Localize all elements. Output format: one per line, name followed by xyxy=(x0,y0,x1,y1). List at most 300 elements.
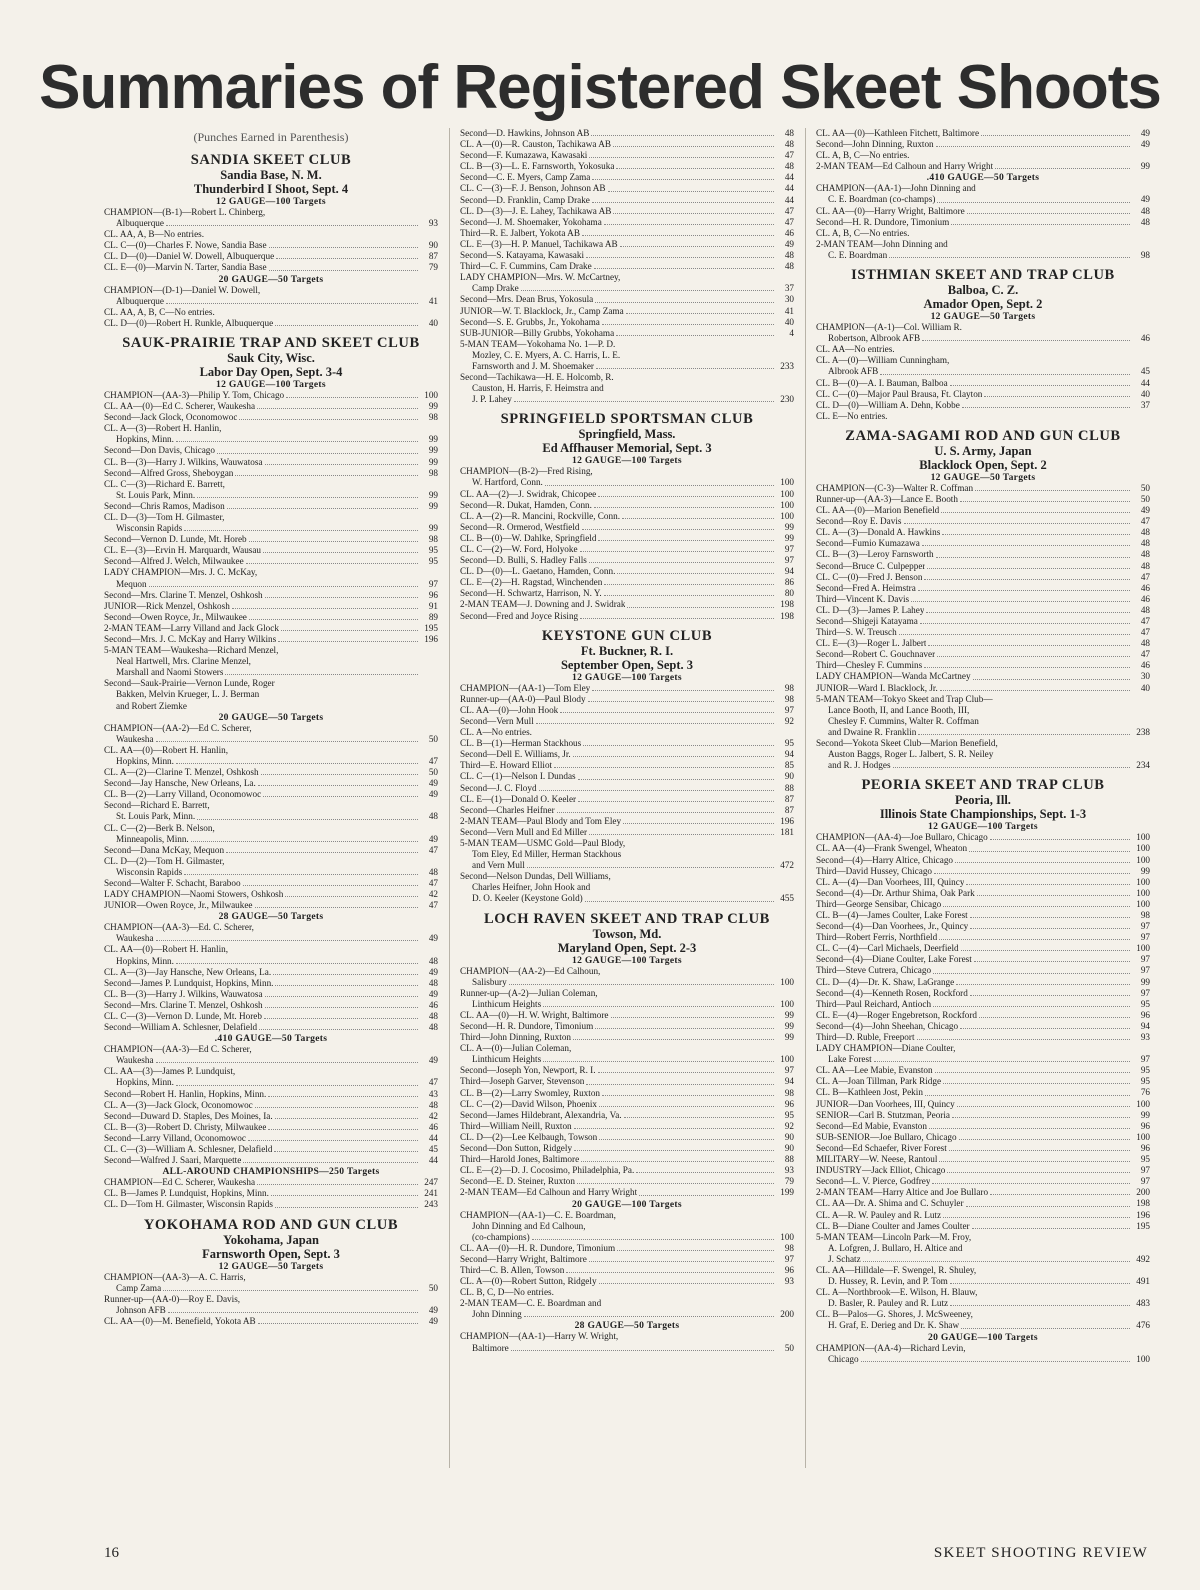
score: 49 xyxy=(428,933,438,944)
result-name: Second—Walfred J. Saari, Marquette xyxy=(104,1155,242,1166)
result-name: Hopkins, Minn. xyxy=(116,755,174,766)
score: 100 xyxy=(780,1231,794,1242)
result-row xyxy=(816,988,1150,999)
dot-leader xyxy=(591,135,774,136)
dot-leader xyxy=(286,397,418,398)
result-row xyxy=(816,400,1150,411)
result-name: Third—R. E. Jalbert, Yokota AB xyxy=(460,227,580,238)
event-name: Maryland Open, Sept. 2-3 xyxy=(557,940,697,955)
result-name: Waukesha xyxy=(116,933,154,944)
gauge-heading: 12 GAUGE—100 Targets xyxy=(572,671,682,683)
result-text: LADY CHAMPION—Mrs. W. McCartney, xyxy=(460,272,621,283)
result-row xyxy=(816,899,1150,910)
score: 100 xyxy=(780,510,794,521)
score: 99 xyxy=(1140,161,1150,172)
result-text: CHAMPION—(A-1)—Col. William R. xyxy=(816,322,962,333)
result-text: CL. A—No entries. xyxy=(460,727,532,738)
result-name: Second—Vern Mull and Ed Miller xyxy=(460,826,588,837)
dot-leader xyxy=(243,885,418,886)
score: 49 xyxy=(1140,128,1150,138)
result-name: Second—Don Sutton, Ridgely xyxy=(460,1143,573,1154)
result-text: CHAMPION—(AA-3)—A. C. Harris, xyxy=(104,1271,246,1282)
dot-leader xyxy=(176,1085,418,1086)
result-row xyxy=(104,967,438,978)
score: 97 xyxy=(1140,1176,1150,1187)
dot-leader xyxy=(933,1006,1130,1007)
result-name: Marshall and Naomi Stowers xyxy=(116,667,224,678)
score: 49 xyxy=(428,833,438,844)
score: 44 xyxy=(1140,377,1150,388)
result-row xyxy=(460,250,794,261)
dot-leader xyxy=(539,790,774,791)
result-row xyxy=(460,228,794,239)
result-row xyxy=(104,412,438,423)
score: 455 xyxy=(780,893,794,904)
result-row xyxy=(816,1221,1150,1232)
dot-leader xyxy=(269,270,418,271)
score: 49 xyxy=(428,778,438,789)
result-name: Second—Robert H. Hanlin, Hopkins, Minn. xyxy=(104,1088,267,1099)
result-row xyxy=(104,889,438,900)
score: 233 xyxy=(780,360,794,371)
score: 99 xyxy=(784,1032,794,1043)
result-row xyxy=(104,1022,438,1033)
dot-leader xyxy=(261,774,418,775)
dot-leader xyxy=(278,641,418,642)
score: 46 xyxy=(1140,593,1150,604)
result-name: CL. C—(3)—F. J. Benson, Johnson AB xyxy=(460,183,606,194)
dot-leader xyxy=(893,767,1130,768)
result-name: D. Hussey, R. Levin, and P. Tom xyxy=(828,1276,948,1287)
score: 91 xyxy=(428,600,438,611)
dot-leader xyxy=(970,995,1130,996)
result-row xyxy=(816,649,1150,660)
dot-leader xyxy=(604,224,774,225)
result-row xyxy=(816,977,1150,988)
score: 98 xyxy=(784,1242,794,1253)
result-text: CL. D—(3)—Tom H. Gilmaster, xyxy=(104,511,225,522)
result-name: CL. AA—(0)—H. R. Dundore, Timonium xyxy=(460,1242,616,1253)
score: 100 xyxy=(1136,843,1150,854)
dot-leader xyxy=(566,1272,774,1273)
result-text: CL. AA—(0)—Robert H. Hanlin, xyxy=(104,744,229,755)
result-text: CL. A, B, C—No entries. xyxy=(816,227,910,238)
result-row xyxy=(460,1054,794,1065)
result-name: CL. A—Joan Tillman, Park Ridge xyxy=(816,1076,942,1087)
score: 40 xyxy=(1140,388,1150,399)
result-row xyxy=(816,921,1150,932)
score: 48 xyxy=(1140,216,1150,227)
result-name: Third—George Sensibar, Chicago xyxy=(816,898,942,909)
result-name: CL. E—(3)—Roger L. Jalbert xyxy=(816,638,927,649)
score: 97 xyxy=(784,1065,794,1076)
dot-leader xyxy=(243,1162,418,1163)
result-name: Second—(4)—Harry Altice, Chicago xyxy=(816,854,954,865)
result-name: CL. C—(1)—Nelson I. Dundas xyxy=(460,771,576,782)
score: 90 xyxy=(784,1143,794,1154)
score: 95 xyxy=(1140,1076,1150,1087)
score: 472 xyxy=(780,860,794,871)
result-row xyxy=(104,556,438,567)
club-name: ISTHMIAN SKEET AND TRAP CLUB xyxy=(851,267,1115,284)
dot-leader xyxy=(943,1217,1130,1218)
dot-leader xyxy=(592,179,774,180)
score: 98 xyxy=(784,1087,794,1098)
result-name: CL. C—(3)—Vernon D. Lunde, Mt. Horeb xyxy=(104,1011,262,1021)
dot-leader xyxy=(990,839,1130,840)
dot-leader xyxy=(984,396,1130,397)
score: 40 xyxy=(784,316,794,327)
result-name: Second—Robert C. Gouchnaver xyxy=(816,649,936,660)
result-name: Wisconsin Rapids xyxy=(116,866,183,877)
result-name: Second—Roy E. Davis xyxy=(816,516,902,527)
dot-leader xyxy=(934,873,1130,874)
score: 48 xyxy=(1140,638,1150,649)
dot-leader xyxy=(594,507,774,508)
result-name: Hopkins, Minn. xyxy=(116,434,174,445)
score: 99 xyxy=(784,521,794,532)
result-name: Second—Ed Schaefer, River Forest xyxy=(816,1142,947,1153)
result-row xyxy=(816,505,1150,516)
result-name: and R. J. Hodges xyxy=(828,760,891,771)
result-name: Second—Vern Mull xyxy=(460,715,534,726)
result-name: Second—Mrs. Clarine T. Menzel, Oshkosh xyxy=(104,589,263,600)
result-text: CL. B—Palos—G. Shores, J. McSweeney, xyxy=(816,1309,973,1320)
dot-leader xyxy=(276,258,418,259)
result-name: Second—Larry Villand, Oconomowoc xyxy=(104,1132,246,1143)
column-1 xyxy=(104,128,438,1498)
score: 99 xyxy=(428,456,438,467)
column-rule xyxy=(449,128,450,1468)
dot-leader xyxy=(937,656,1130,657)
result-row xyxy=(104,1199,438,1210)
result-name: JUNIOR—Ward I. Blacklock, Jr. xyxy=(816,682,938,693)
score: 87 xyxy=(784,804,794,815)
dot-leader xyxy=(588,701,774,702)
result-name: Third—Vincent K. Davis xyxy=(816,593,910,604)
result-row xyxy=(816,1176,1150,1187)
result-name: SUB-JUNIOR—Billy Grubbs, Yokohama xyxy=(460,327,615,338)
dot-leader xyxy=(959,1139,1130,1140)
result-row xyxy=(816,1198,1150,1209)
gauge-heading: 20 GAUGE—100 Targets xyxy=(572,1198,682,1210)
column-2 xyxy=(460,128,794,1498)
result-row xyxy=(816,1032,1150,1043)
result-name: 2-MAN TEAM—Ed Calhoun and Harry Wright xyxy=(816,161,994,172)
score: 48 xyxy=(784,261,794,272)
score: 47 xyxy=(1140,649,1150,660)
dot-leader xyxy=(596,368,774,369)
gauge-heading: 20 GAUGE—100 Targets xyxy=(928,1331,1038,1343)
score: 48 xyxy=(1140,205,1150,216)
score: 98 xyxy=(1140,909,1150,920)
result-name: Second—Charles Heifner xyxy=(460,804,555,815)
dot-leader xyxy=(255,1107,418,1108)
score: 50 xyxy=(428,767,438,778)
result-name: D. Basler, R. Pauley and R. Lutz xyxy=(828,1298,949,1309)
score: 492 xyxy=(1136,1253,1150,1264)
result-row xyxy=(816,366,1150,377)
score: 98 xyxy=(784,693,794,704)
dot-leader xyxy=(967,213,1130,214)
dot-leader xyxy=(960,1028,1130,1029)
dot-leader xyxy=(275,1118,418,1119)
score: 196 xyxy=(780,815,794,826)
dot-leader xyxy=(524,1316,774,1317)
dot-leader xyxy=(617,573,774,574)
dot-leader xyxy=(950,385,1130,386)
result-row xyxy=(816,832,1150,843)
result-name: Second—Jack Glock, Oconomowoc xyxy=(104,412,238,423)
dot-leader xyxy=(527,867,774,868)
result-name: CL. E—(2)—H. Ragstad, Winchenden xyxy=(460,577,603,588)
dot-leader xyxy=(889,257,1130,258)
result-name: CL. AA—(0)—Ed C. Scherer, Waukesha xyxy=(104,401,256,412)
dot-leader xyxy=(599,1283,774,1284)
result-row xyxy=(816,866,1150,877)
result-name: W. Hartford, Conn. xyxy=(472,477,543,488)
dot-leader xyxy=(184,874,418,875)
column-rule xyxy=(805,128,806,1468)
result-name: H. Graf, E. Derieg and Dr. K. Shaw xyxy=(828,1320,960,1331)
dot-leader xyxy=(554,767,774,768)
result-row xyxy=(104,956,438,967)
score: 100 xyxy=(780,976,794,987)
result-row xyxy=(816,1354,1150,1365)
score: 48 xyxy=(428,1099,438,1110)
score: 88 xyxy=(784,1154,794,1165)
score: 47 xyxy=(428,844,438,855)
score: 94 xyxy=(1140,1020,1150,1031)
result-name: CL. B—(3)—Leroy Farnsworth xyxy=(816,549,934,560)
result-text: 5-MAN TEAM—USMC Gold—Paul Blody, xyxy=(460,837,626,848)
club-name: SPRINGFIELD SPORTSMAN CLUB xyxy=(500,411,754,428)
dot-leader xyxy=(595,1028,774,1029)
score: 96 xyxy=(1140,1142,1150,1153)
result-row xyxy=(104,989,438,1000)
result-row xyxy=(460,816,794,827)
score: 99 xyxy=(784,1021,794,1031)
score: 195 xyxy=(424,622,438,633)
result-row xyxy=(460,150,794,161)
score: 89 xyxy=(428,611,438,622)
result-row xyxy=(460,716,794,727)
result-row xyxy=(816,1187,1150,1198)
result-name: Chicago xyxy=(828,1353,859,1364)
dot-leader xyxy=(617,1250,774,1251)
score: 96 xyxy=(784,1264,794,1275)
dot-leader xyxy=(197,819,418,820)
score: 46 xyxy=(784,227,794,238)
score: 47 xyxy=(784,150,794,161)
result-name: CHAMPION—(C-3)—Walter R. Coffman xyxy=(816,482,974,493)
dot-leader xyxy=(639,1195,774,1196)
result-row xyxy=(460,1254,794,1265)
result-name: Third—David Hussey, Chicago xyxy=(816,865,933,876)
result-name: Second—(4)—Diane Coulter, Lake Forest xyxy=(816,954,972,965)
result-name: Second—D. Hawkins, Johnson AB xyxy=(460,128,590,138)
gauge-heading: 12 GAUGE—100 Targets xyxy=(216,196,326,207)
dot-leader xyxy=(592,690,774,691)
result-row xyxy=(460,139,794,150)
dot-leader xyxy=(265,464,418,465)
score: 97 xyxy=(1140,1165,1150,1176)
dot-leader xyxy=(947,1172,1130,1173)
dot-leader xyxy=(970,917,1130,918)
result-name: CL. C—(0)—Charles F. Nowe, Sandia Base xyxy=(104,240,267,251)
result-row xyxy=(460,172,794,183)
result-text: Tom Eley, Ed Miller, Herman Stackhous xyxy=(472,849,622,860)
result-name: Albuquerque xyxy=(116,218,164,229)
result-text: Runner-up—(AA-0)—Roy E. Davis, xyxy=(104,1293,241,1304)
score: 44 xyxy=(784,194,794,205)
result-text: CHAMPION—(D-1)—Daniel W. Dowell, xyxy=(104,284,261,295)
dot-leader xyxy=(274,1151,418,1152)
score: 97 xyxy=(1140,932,1150,943)
result-name: CL. AA—(2)—J. Swidrak, Chicopee xyxy=(460,488,597,499)
score: 93 xyxy=(784,1276,794,1287)
result-row xyxy=(816,561,1150,572)
result-text: Charles Heifner, John Hook and xyxy=(472,882,591,893)
result-row xyxy=(816,671,1150,682)
result-name: CL. B—(3)—Robert D. Christy, Milwaukee xyxy=(104,1121,267,1132)
result-row xyxy=(816,760,1150,771)
result-name: SUB-SENIOR—Joe Bullaro, Chicago xyxy=(816,1131,957,1142)
result-row xyxy=(816,333,1150,344)
result-name: CL. AA—(0)—Harry Wright, Baltimore xyxy=(816,205,965,216)
dot-leader xyxy=(598,496,774,497)
result-row xyxy=(816,217,1150,228)
result-text: CHAMPION—(AA-3)—Ed C. Scherer, xyxy=(104,1044,252,1055)
score: 99 xyxy=(428,434,438,445)
score: 47 xyxy=(428,900,438,911)
result-name: CL. A—(3)—Jay Hansche, New Orleans, La. xyxy=(104,966,272,977)
result-name: CL. C—(3)—William A. Schlesner, Delafield xyxy=(104,1144,273,1155)
result-name: Second—(4)—Kenneth Rosen, Rockford xyxy=(816,987,968,998)
result-row xyxy=(460,1132,794,1143)
result-name: Third—William Neill, Ruxton xyxy=(460,1120,572,1131)
result-name: Third—Paul Reichard, Antioch xyxy=(816,998,932,1009)
dot-leader xyxy=(977,895,1130,896)
result-name: CL. B—(1)—Herman Stackhous xyxy=(460,738,582,749)
gauge-heading: 20 GAUGE—50 Targets xyxy=(218,711,324,723)
result-text: 5-MAN TEAM—Yokohama No. 1—P. D. xyxy=(460,338,616,349)
result-name: CL. AA—(0)—John Hook xyxy=(460,704,559,715)
result-row xyxy=(460,239,794,250)
result-text: Neal Hartwell, Mrs. Clarine Menzel, xyxy=(116,656,251,667)
dot-leader xyxy=(598,1072,774,1073)
result-row xyxy=(104,251,438,262)
dot-leader xyxy=(594,268,774,269)
result-row xyxy=(104,900,438,911)
result-name: Second—(4)—Dr. Arthur Shima, Oak Park xyxy=(816,887,975,898)
result-name: CL. AA—(0)—M. Benefield, Yokota AB xyxy=(104,1315,256,1326)
dot-leader xyxy=(917,1039,1131,1040)
dot-leader xyxy=(580,551,774,552)
result-row xyxy=(460,1243,794,1254)
dot-leader xyxy=(532,1239,774,1240)
result-name: CL. A—(2)—R. Mancini, Rockville, Conn. xyxy=(460,510,621,521)
dot-leader xyxy=(275,1207,418,1208)
score: 50 xyxy=(1140,482,1150,493)
dot-leader xyxy=(197,497,418,498)
result-name: J. Schatz xyxy=(828,1253,861,1264)
score: 47 xyxy=(1140,616,1150,626)
result-row xyxy=(816,494,1150,505)
score: 97 xyxy=(784,544,794,554)
score: 49 xyxy=(428,988,438,999)
score: 42 xyxy=(428,889,438,900)
dot-leader xyxy=(937,202,1130,203)
result-row xyxy=(460,588,794,599)
dot-leader xyxy=(578,801,774,802)
result-row xyxy=(104,262,438,273)
result-name: Second—(4)—John Sheehan, Chicago xyxy=(816,1020,959,1031)
result-row xyxy=(104,623,438,634)
result-name: JUNIOR—Rick Menzel, Oshkosh xyxy=(104,600,230,611)
score: 99 xyxy=(784,532,794,543)
result-row xyxy=(104,468,438,479)
score: 96 xyxy=(1140,1009,1150,1020)
score: 97 xyxy=(1140,965,1150,976)
result-row xyxy=(460,1309,794,1320)
dot-leader xyxy=(911,601,1130,602)
dot-leader xyxy=(932,1183,1130,1184)
result-row xyxy=(816,683,1150,694)
score: 48 xyxy=(784,128,794,138)
dot-leader xyxy=(949,1150,1130,1151)
score: 49 xyxy=(428,1304,438,1315)
result-row xyxy=(816,1143,1150,1154)
dot-leader xyxy=(581,1161,774,1162)
score: 46 xyxy=(1140,660,1150,671)
gauge-heading: 12 GAUGE—100 Targets xyxy=(572,954,682,966)
result-name: Second—Don Davis, Chicago xyxy=(104,445,215,456)
result-name: CL. A—R. W. Pauley and R. Lutz xyxy=(816,1209,942,1220)
dot-leader xyxy=(592,202,774,203)
result-row xyxy=(816,1065,1150,1076)
dot-leader xyxy=(636,1172,774,1173)
result-text: CL. A—(0)—William Cunningham, xyxy=(816,355,950,366)
score: 99 xyxy=(784,1009,794,1020)
score: 98 xyxy=(428,534,438,545)
result-row xyxy=(460,1010,794,1021)
score: 48 xyxy=(428,866,438,877)
score: 99 xyxy=(1140,1109,1150,1120)
result-row xyxy=(104,434,438,445)
result-row xyxy=(460,1276,794,1287)
result-row xyxy=(816,1010,1150,1021)
dot-leader xyxy=(957,1106,1130,1107)
result-name: CL. D—(0)—L. Gaetano, Hamden, Conn. xyxy=(460,566,616,577)
result-row xyxy=(816,627,1150,638)
dot-leader xyxy=(924,667,1130,668)
result-row xyxy=(104,1077,438,1088)
result-name: Second—Dell E. Williams, Jr. xyxy=(460,749,571,760)
result-row xyxy=(104,634,438,645)
result-row xyxy=(460,760,794,771)
dot-leader xyxy=(599,1139,774,1140)
dot-leader xyxy=(961,1328,1130,1329)
result-name: Third—S. W. Treusch xyxy=(816,627,897,638)
dot-leader xyxy=(599,1106,774,1107)
result-name: Second—J. C. Floyd xyxy=(460,782,537,793)
result-text: CHAMPION—(AA-2)—Ed C. Scherer, xyxy=(104,722,252,733)
dot-leader xyxy=(217,453,418,454)
dot-leader xyxy=(943,906,1130,907)
score: 93 xyxy=(1140,1032,1150,1042)
result-row xyxy=(104,445,438,456)
